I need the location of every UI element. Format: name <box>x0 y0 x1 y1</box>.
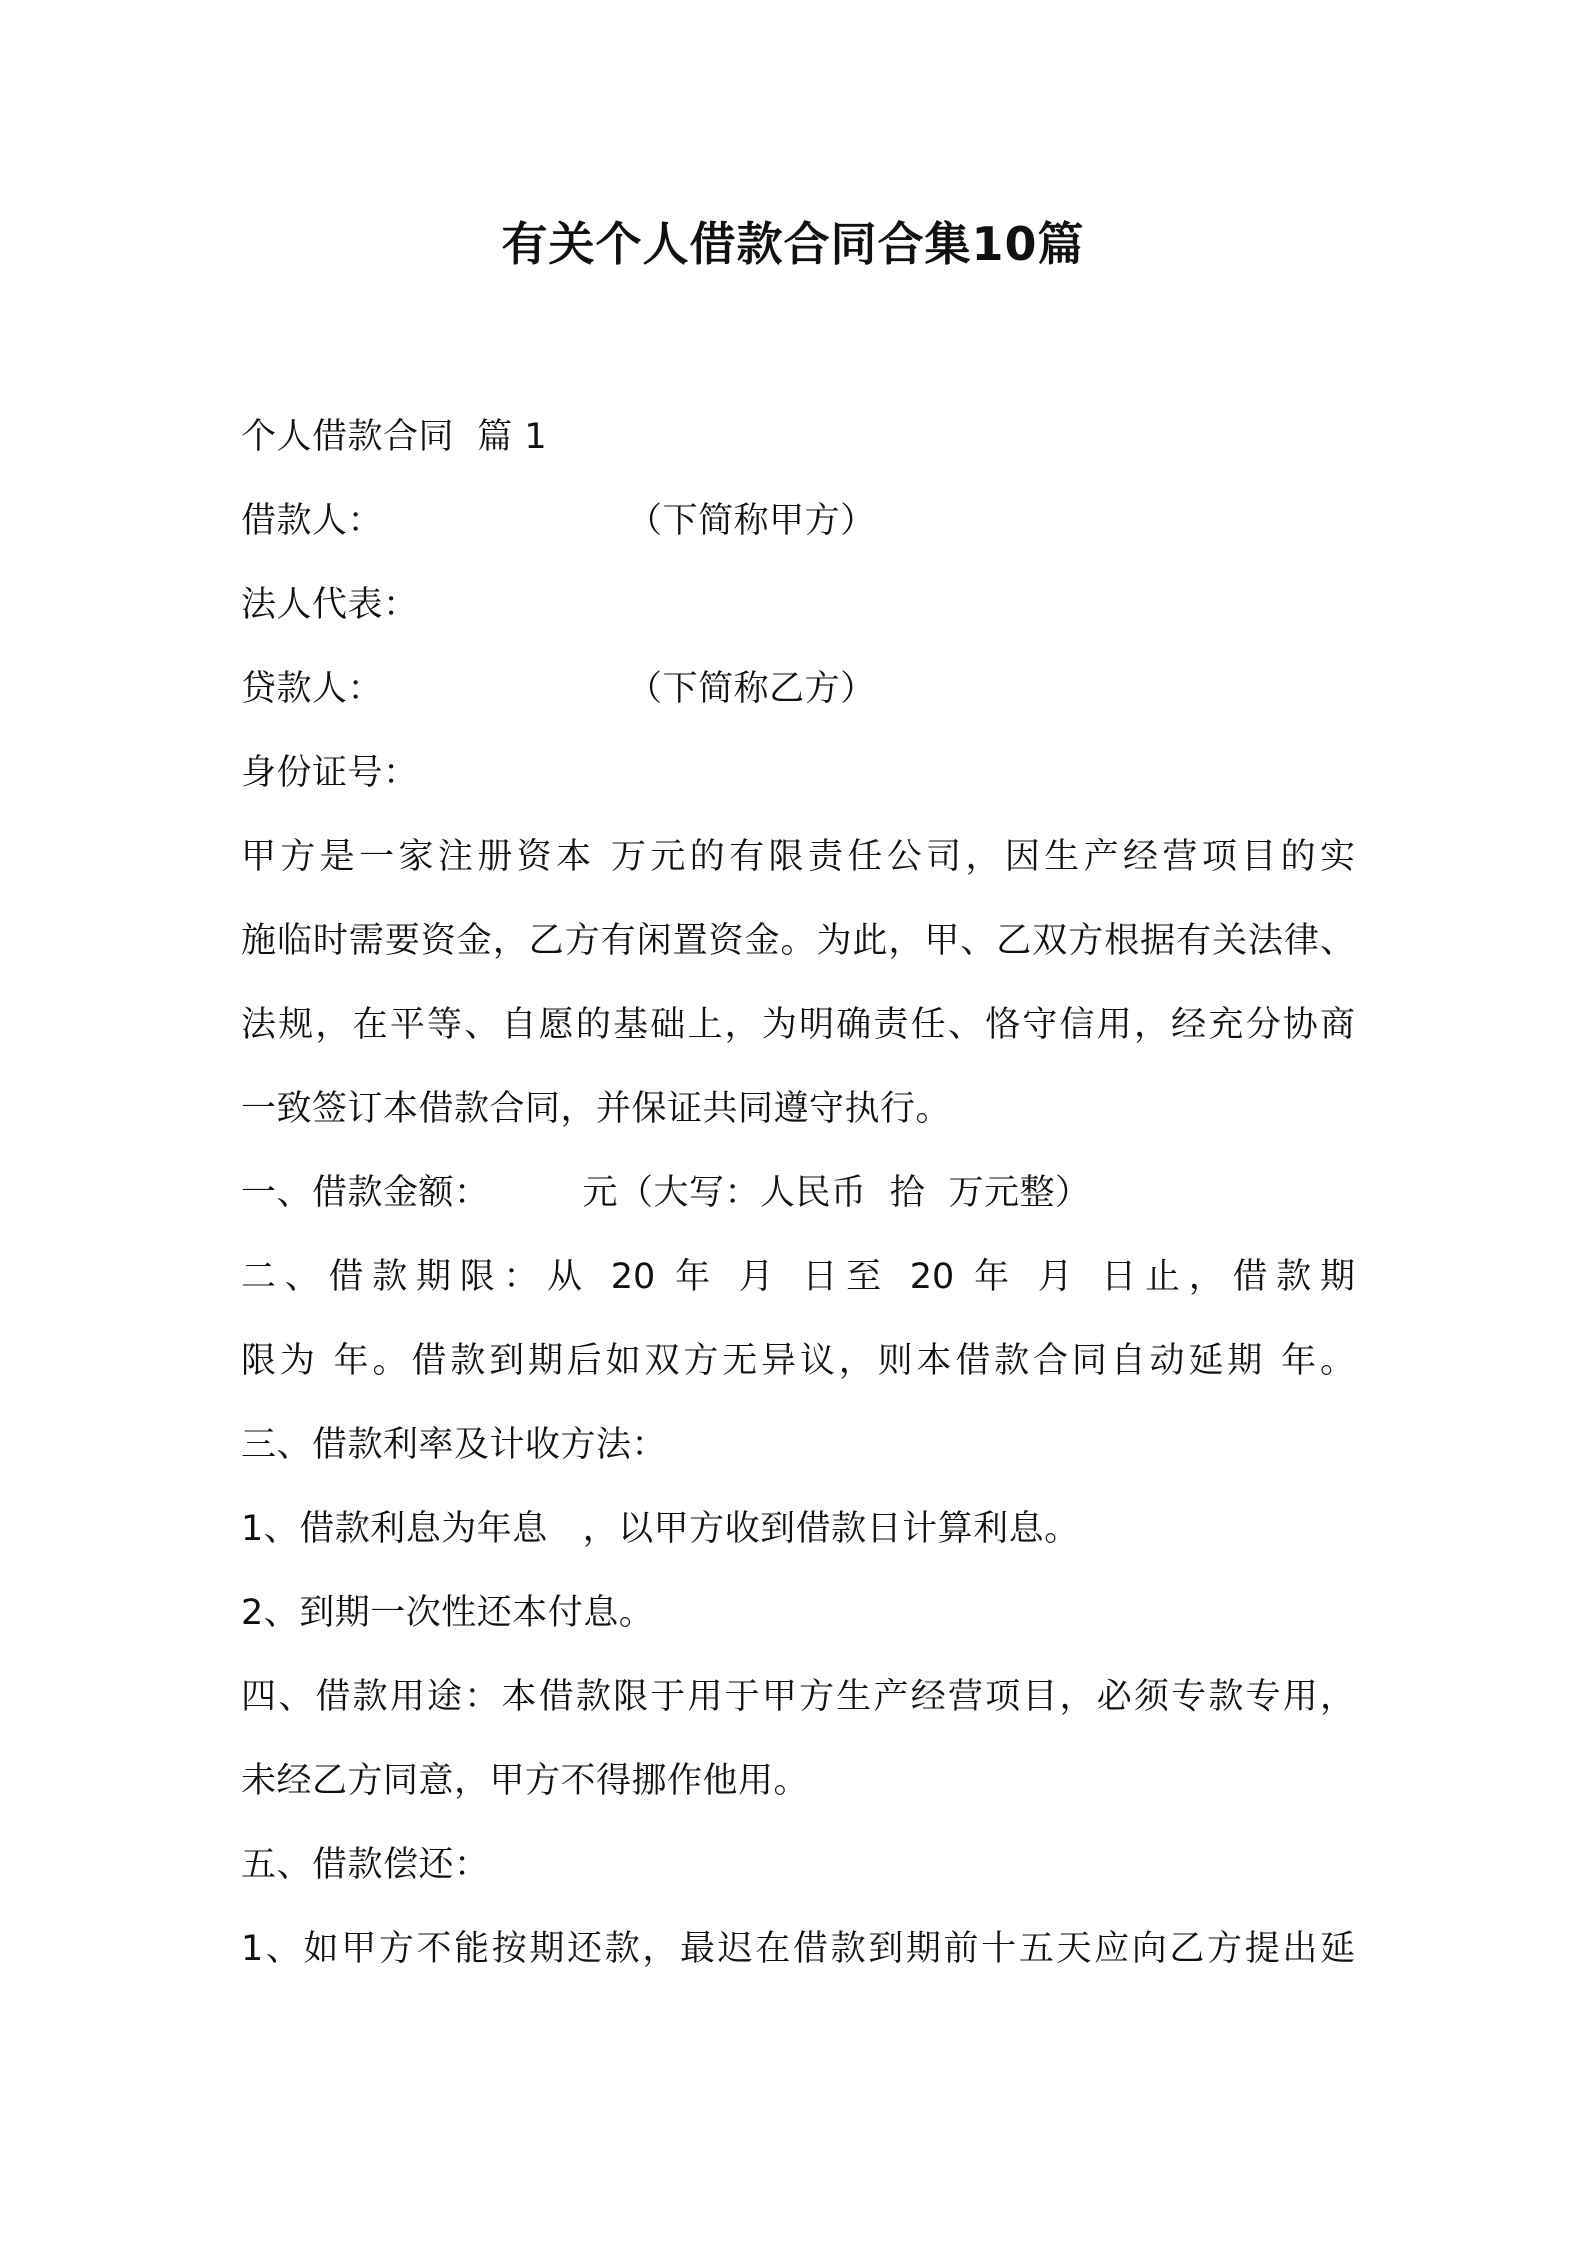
clause-purpose-continued: 未经乙方同意，甲方不得挪作他用。 <box>241 1761 810 1801</box>
clause-term-continued: 限为 年。借款到期后如双方无异议，则本借款合同自动延期 年。 <box>241 1341 1355 1381</box>
document-title: 有关个人借款合同合集10篇 <box>501 217 1085 271</box>
lender-line: 贷款人： （下简称乙方） <box>241 669 876 709</box>
clause-interest-item-2: 2、到期一次性还本付息。 <box>241 1593 655 1633</box>
clause-interest-item-1: 1、借款利息为年息 ，以甲方收到借款日计算利息。 <box>241 1509 1080 1549</box>
paragraph-line: 甲方是一家注册资本 万元的有限责任公司，因生产经营项目的实 <box>241 837 1355 877</box>
borrower-line: 借款人： （下简称甲方） <box>241 501 876 541</box>
legal-rep-line: 法人代表： <box>241 585 419 625</box>
paragraph-line: 施临时需要资金，乙方有闲置资金。为此，甲、乙双方根据有关法律、 <box>241 921 1355 961</box>
id-number-line: 身份证号： <box>241 753 419 793</box>
section-heading: 个人借款合同 篇 1 <box>241 417 548 457</box>
clause-amount: 一、借款金额： 元（大写：人民币 拾 万元整） <box>241 1173 1091 1213</box>
clause-repayment-heading: 五、借款偿还： <box>241 1845 490 1885</box>
paragraph-line: 一致签订本借款合同，并保证共同遵守执行。 <box>241 1089 952 1129</box>
paragraph-line: 法规，在平等、自愿的基础上，为明确责任、恪守信用，经充分协商 <box>241 1005 1355 1045</box>
clause-repayment-item-1: 1、如甲方不能按期还款，最迟在借款到期前十五天应向乙方提出延 <box>241 1929 1355 1969</box>
clause-purpose: 四、借款用途：本借款限于用于甲方生产经营项目，必须专款专用， <box>241 1677 1355 1717</box>
clause-term: 二、借款期限：从 20 年 月 日至 20 年 月 日止，借款期 <box>241 1257 1355 1297</box>
clause-interest-heading: 三、借款利率及计收方法： <box>241 1425 668 1465</box>
